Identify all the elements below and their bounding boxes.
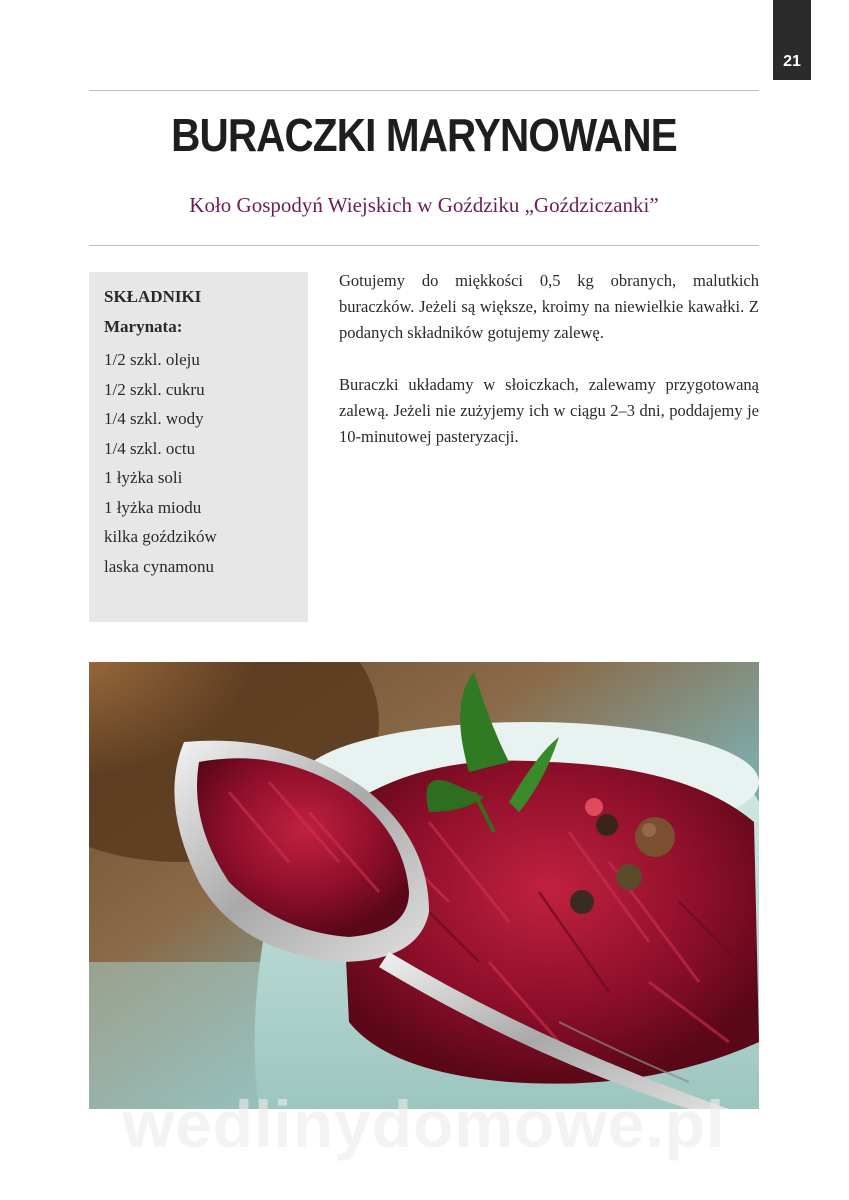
instruction-paragraph: Buraczki układamy w słoiczkach, zalewamy przygotowaną zalewą. Jeżeli nie zużyjemy ich w ciągu 2–3 dni, poddajemy je 10-minutowej pasteryzacji. [339, 375, 759, 446]
ingredient-item: 1/4 szkl. wody [104, 409, 204, 428]
ingredients-box [89, 272, 308, 622]
watermark-text: wedlinydomowe.pl [122, 1087, 726, 1161]
recipe-photo [89, 662, 759, 1109]
ingredient-item: 1/4 szkl. octu [104, 438, 196, 458]
page-number-tab [773, 0, 811, 80]
ingredients-heading: SKŁADNIKI [104, 287, 202, 306]
ingredient-item: laska cynamonu [104, 556, 214, 576]
pickled-beets-illustration [89, 662, 759, 1109]
page-number: 21 [783, 53, 801, 70]
ingredient-item: 1/2 szkl. cukru [104, 379, 205, 399]
recipe-title: BURACZKI MARYNOWANE [171, 109, 677, 161]
ingredient-item: kilka goździków [104, 527, 217, 546]
ingredient-item: 1 łyżka miodu [104, 497, 202, 517]
instruction-paragraph: Gotujemy do miękkości 0,5 kg obranych, malutkich buraczków. Jeżeli są większe, kroimy na niewielkie kawałki. Z podanych składników gotujemy zalewę. [339, 271, 759, 342]
recipe-author: Koło Gospodyń Wiejskich w Goździku „Goździczanki” [189, 193, 659, 217]
ingredient-item: 1/2 szkl. oleju [104, 350, 200, 369]
marinade-heading: Marynata: [104, 317, 183, 336]
top-divider [89, 90, 759, 91]
instructions [339, 268, 759, 476]
ingredient-item: 1 łyżka soli [104, 468, 183, 487]
ingredients-list [104, 345, 308, 581]
header-divider [89, 245, 759, 246]
